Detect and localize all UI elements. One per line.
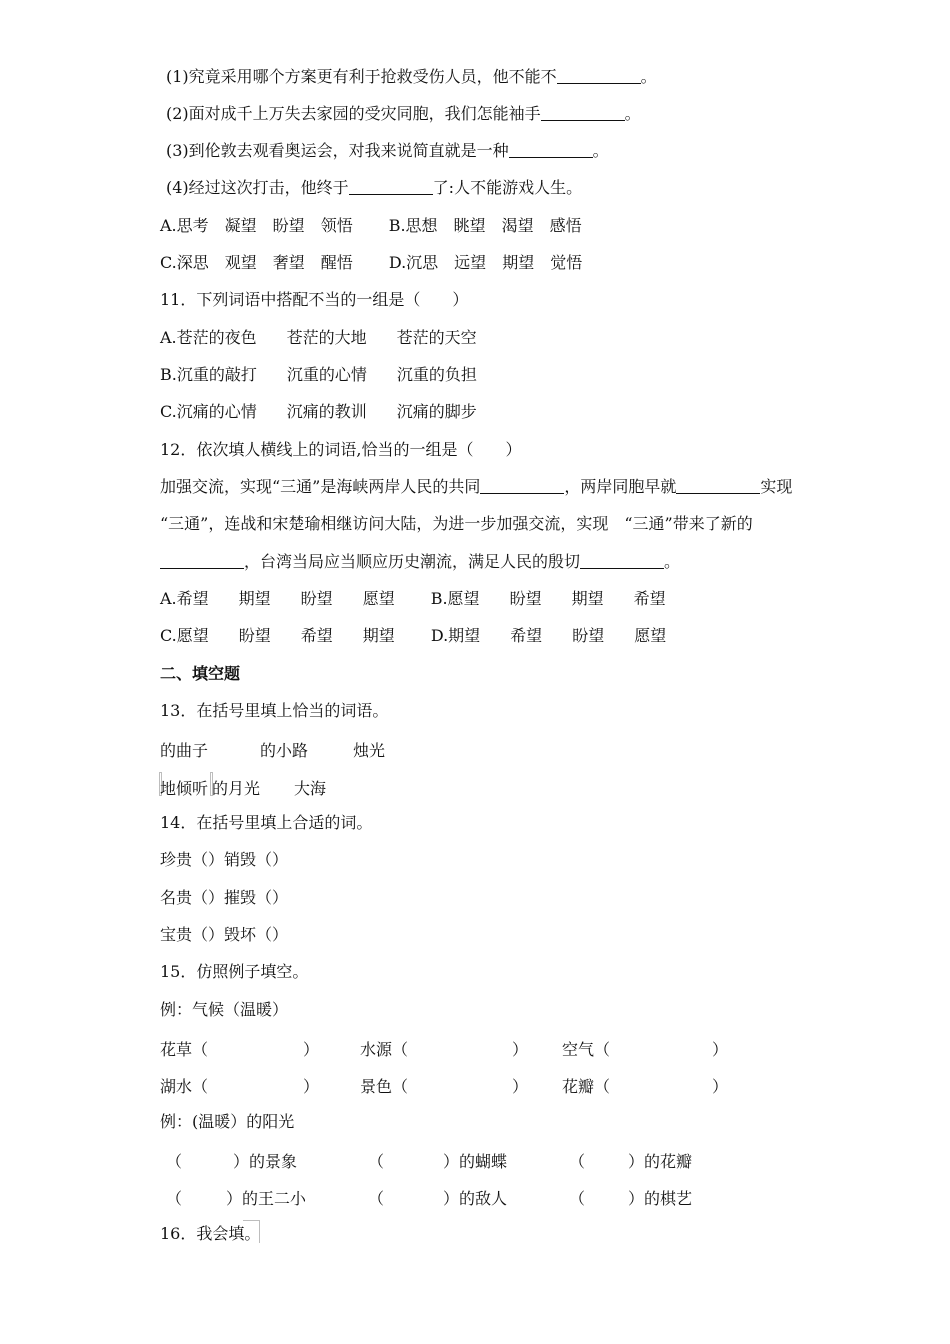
form-field-box[interactable] xyxy=(243,1220,260,1243)
passage-text: ，两岸同胞早就 xyxy=(564,477,677,496)
passage-text: “三通”，连战和宋楚瑜相继访问大陆，为进一步加强交流，实现 “三通”带来了新的 xyxy=(160,514,753,533)
passage-text: 实现 xyxy=(760,477,793,496)
option-c[interactable] xyxy=(160,626,395,645)
answer-blank[interactable] xyxy=(676,477,760,494)
option-word: 沉重的负担 xyxy=(396,365,477,384)
q10-sub2-end: 。 xyxy=(624,104,641,123)
q15-phrase: ）的花瓣 xyxy=(628,1152,693,1171)
answer-blank[interactable] xyxy=(541,104,625,121)
option-word: 盼望 xyxy=(300,589,333,608)
q15-phrase: ）的景象 xyxy=(233,1152,298,1171)
q11-option-c[interactable] xyxy=(160,402,477,422)
q10-sub2 xyxy=(166,104,641,124)
option-word: 愿望 xyxy=(634,626,667,645)
option-word: 观望 xyxy=(224,253,257,272)
q15-example1: 例：气候（温暖） xyxy=(160,1000,289,1019)
option-word: B.沉重的敲打 xyxy=(160,365,257,384)
q15-item: 空气（ xyxy=(562,1040,611,1059)
option-word: 希望 xyxy=(510,626,543,645)
q14-row[interactable]: 宝贵（）毁坏（） xyxy=(160,925,289,944)
q11-stem: 11．下列词语中搭配不当的一组是（ ） xyxy=(160,290,469,309)
q10-sub3-text: (3)到伦敦去观看奥运会，对我来说简直就是一种 xyxy=(166,141,509,160)
option-b[interactable] xyxy=(389,216,582,235)
option-word: D.期望 xyxy=(430,626,481,645)
option-word: 醒悟 xyxy=(320,253,353,272)
q13-item: 地倾听 xyxy=(160,779,209,798)
q10-sub3-end: 。 xyxy=(592,141,609,160)
q10-sub1 xyxy=(166,67,657,87)
q10-options-ab xyxy=(160,216,582,236)
q15-paren-open[interactable]: （ xyxy=(166,1152,183,1171)
option-b[interactable] xyxy=(431,589,666,608)
option-word: 苍茫的大地 xyxy=(286,328,367,347)
answer-blank[interactable] xyxy=(349,178,433,195)
option-word: 领悟 xyxy=(320,216,353,235)
q15-phrase: ）的蝴蝶 xyxy=(443,1152,508,1171)
q15-item-close[interactable]: ） xyxy=(712,1040,729,1059)
option-word: C.愿望 xyxy=(160,626,209,645)
option-word: 眺望 xyxy=(453,216,486,235)
q15-item: 湖水（ xyxy=(160,1077,209,1096)
q12-stem: 12．依次填人横线上的词语,恰当的一组是（ ） xyxy=(160,440,522,459)
answer-blank[interactable] xyxy=(160,552,244,569)
q15-stem: 15．仿照例子填空。 xyxy=(160,962,309,981)
q10-sub4-end: 了:人不能游戏人生。 xyxy=(432,178,583,197)
option-word: 渴望 xyxy=(501,216,534,235)
q12-options-cd xyxy=(160,626,666,646)
q12-passage-line1 xyxy=(160,477,792,497)
q10-sub4 xyxy=(166,178,582,198)
q14-stem: 14．在括号里填上合适的词。 xyxy=(160,813,373,832)
q13-stem: 13．在括号里填上恰当的词语。 xyxy=(160,701,389,720)
q10-options-cd xyxy=(160,253,582,273)
q15-item-close[interactable]: ） xyxy=(512,1077,529,1096)
answer-blank[interactable] xyxy=(580,552,664,569)
passage-text: ，台湾当局应当顺应历史潮流，满足人民的殷切 xyxy=(244,552,581,571)
option-word: 希望 xyxy=(633,589,666,608)
q10-sub1-end: 。 xyxy=(640,67,657,86)
option-d[interactable] xyxy=(389,253,582,272)
option-word: 觉悟 xyxy=(550,253,583,272)
option-word: 盼望 xyxy=(272,216,305,235)
q15-item-close[interactable]: ） xyxy=(712,1077,729,1096)
q15-item-close[interactable]: ） xyxy=(512,1040,529,1059)
answer-blank[interactable] xyxy=(480,477,564,494)
option-word: A.希望 xyxy=(160,589,209,608)
option-a[interactable] xyxy=(160,589,395,608)
q10-sub2-text: (2)面对成千上万失去家园的受灾同胞，我们怎能袖手 xyxy=(166,104,541,123)
q15-item-close[interactable]: ） xyxy=(303,1077,320,1096)
option-word: 沉痛的教训 xyxy=(286,402,367,421)
option-word: 盼望 xyxy=(238,626,271,645)
q13-item: 的小路 xyxy=(260,741,309,760)
q12-options-ab xyxy=(160,589,666,609)
q16-stem: 16．我会填。 xyxy=(160,1224,261,1243)
option-word: 期望 xyxy=(238,589,271,608)
option-word: 期望 xyxy=(502,253,535,272)
option-word: 期望 xyxy=(362,626,395,645)
q12-passage-line3 xyxy=(160,552,680,572)
q15-example2: 例：(温暖）的阳光 xyxy=(160,1112,295,1131)
passage-text: 。 xyxy=(664,552,681,571)
q15-item-close[interactable]: ） xyxy=(303,1040,320,1059)
option-word: C.深思 xyxy=(160,253,209,272)
option-word: 希望 xyxy=(300,626,333,645)
q13-item: 烛光 xyxy=(353,741,386,760)
q15-paren-open[interactable]: （ xyxy=(569,1152,586,1171)
q14-row[interactable]: 名贵（）摧毁（） xyxy=(160,888,289,907)
option-word: 沉重的心情 xyxy=(286,365,367,384)
q13-item: 的月光 xyxy=(212,779,261,798)
q13-item: 的曲子 xyxy=(160,741,209,760)
q15-paren-open[interactable]: （ xyxy=(166,1189,183,1208)
q10-sub3 xyxy=(166,141,609,161)
option-word: 感悟 xyxy=(549,216,582,235)
answer-blank[interactable] xyxy=(557,67,641,84)
q10-sub1-text: (1)究竟采用哪个方案更有利于抢救受伤人员，他不能不 xyxy=(166,67,557,86)
q15-item: 景色（ xyxy=(360,1077,409,1096)
q15-paren-open[interactable]: （ xyxy=(368,1152,385,1171)
q15-phrase: ）的敌人 xyxy=(443,1189,508,1208)
q11-option-b[interactable] xyxy=(160,365,477,385)
option-word: 凝望 xyxy=(224,216,257,235)
option-word: A.苍茫的夜色 xyxy=(160,328,257,347)
option-word: 期望 xyxy=(571,589,604,608)
q15-phrase: ）的王二小 xyxy=(226,1189,307,1208)
q15-item: 花草（ xyxy=(160,1040,209,1059)
q13-item: 大海 xyxy=(294,779,327,798)
option-word: B.思想 xyxy=(388,216,438,235)
option-word: A.思考 xyxy=(160,216,209,235)
option-word: D.沉思 xyxy=(388,253,439,272)
option-word: 苍茫的天空 xyxy=(396,328,477,347)
q11-option-a[interactable] xyxy=(160,328,477,348)
section-title: 二、填空题 xyxy=(160,664,241,683)
q15-paren-open[interactable]: （ xyxy=(368,1189,385,1208)
option-word: 沉痛的脚步 xyxy=(396,402,477,421)
q15-phrase: ）的棋艺 xyxy=(628,1189,693,1208)
q10-sub4-text: (4)经过这次打击，他终于 xyxy=(166,178,349,197)
passage-text: 加强交流，实现“三通”是海峡两岸人民的共同 xyxy=(160,477,481,496)
option-word: 盼望 xyxy=(572,626,605,645)
q15-paren-open[interactable]: （ xyxy=(569,1189,586,1208)
q12-passage-line2 xyxy=(160,514,753,534)
q15-item: 花瓣（ xyxy=(562,1077,611,1096)
option-word: 远望 xyxy=(454,253,487,272)
option-d[interactable] xyxy=(431,626,666,645)
option-a[interactable] xyxy=(160,216,353,235)
answer-blank[interactable] xyxy=(509,141,593,158)
option-c[interactable] xyxy=(160,253,353,272)
option-word: C.沉痛的心情 xyxy=(160,402,257,421)
option-word: 愿望 xyxy=(362,589,395,608)
option-word: 盼望 xyxy=(509,589,542,608)
option-word: 奢望 xyxy=(272,253,305,272)
option-word: B.愿望 xyxy=(430,589,480,608)
q14-row[interactable]: 珍贵（）销毁（） xyxy=(160,850,289,869)
q15-item: 水源（ xyxy=(360,1040,409,1059)
